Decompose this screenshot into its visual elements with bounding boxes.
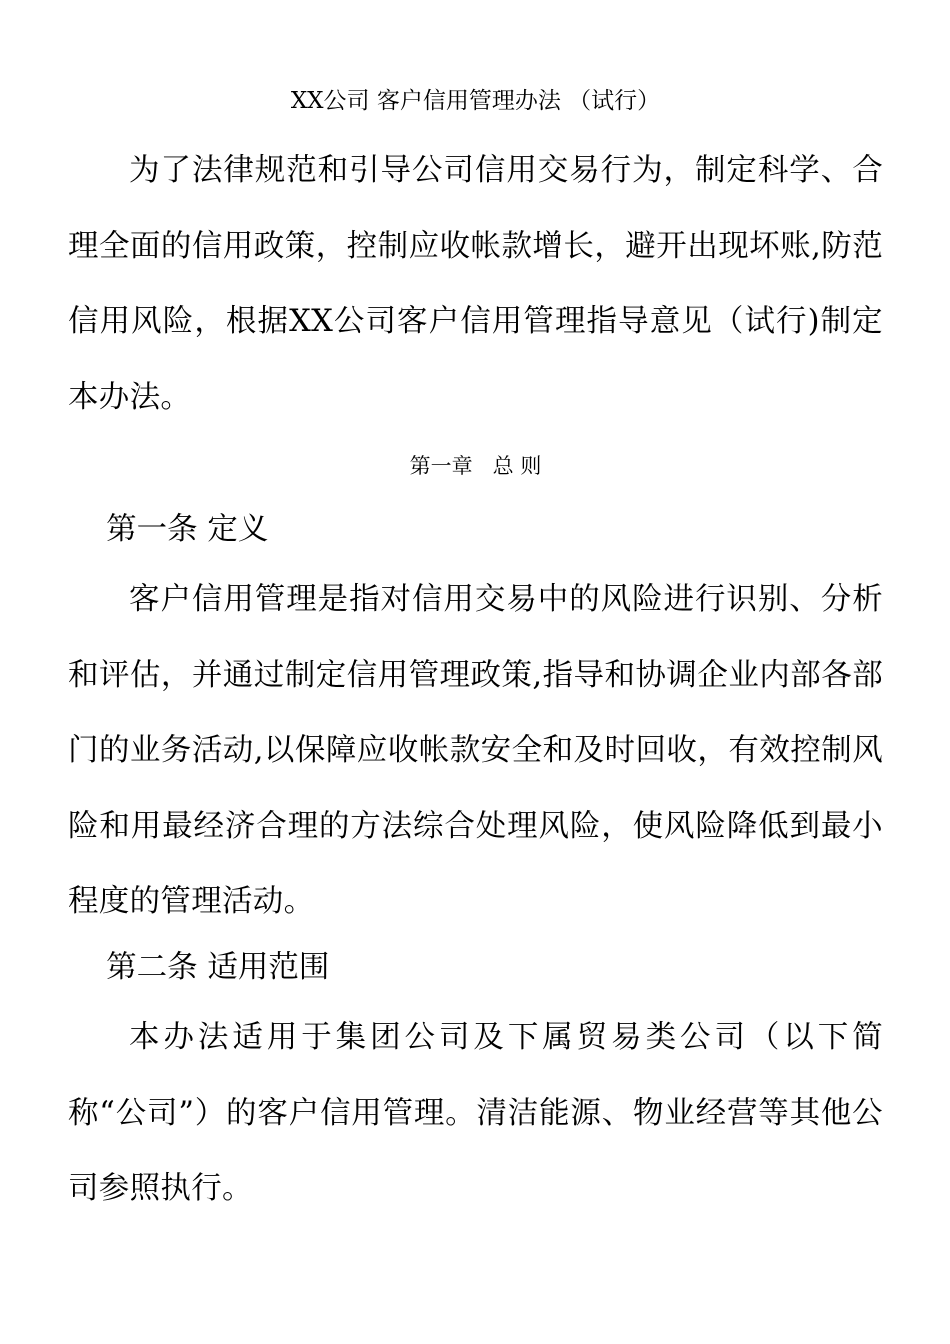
article-2-heading: 第二条 适用范围 (106, 950, 330, 985)
intro-paragraph: 为了法律规范和引导公司信用交易行为，制定科学、合理全面的信用政策，控制应收帐款增长，避开出现坏账,防范信用风险，根据XX公司客户信用管理指导意见（试行)制定本办法。 (68, 153, 883, 415)
chapter-heading: 第一章 总 则 (409, 454, 542, 478)
article-1-body: 客户信用管理是指对信用交易中的风险进行识别、分析和评估，并通过制定信用管理政策,指导和协调企业内部各部门的业务活动,以保障应收帐款安全和及时回收，有效控制风险和用最经济合理的方法综合处理风险，使风险降低到最小程度的管理活动。 (68, 582, 883, 919)
article-2-body: 本办法适用于集团公司及下属贸易类公司（以下简称“公司”）的客户信用管理。清洁能源、物业经营等其他公司参照执行。 (68, 1020, 883, 1206)
article-1-heading: 第一条 定义 (106, 512, 269, 547)
document-title: XX公司 客户信用管理办法 （试行） (290, 88, 661, 114)
